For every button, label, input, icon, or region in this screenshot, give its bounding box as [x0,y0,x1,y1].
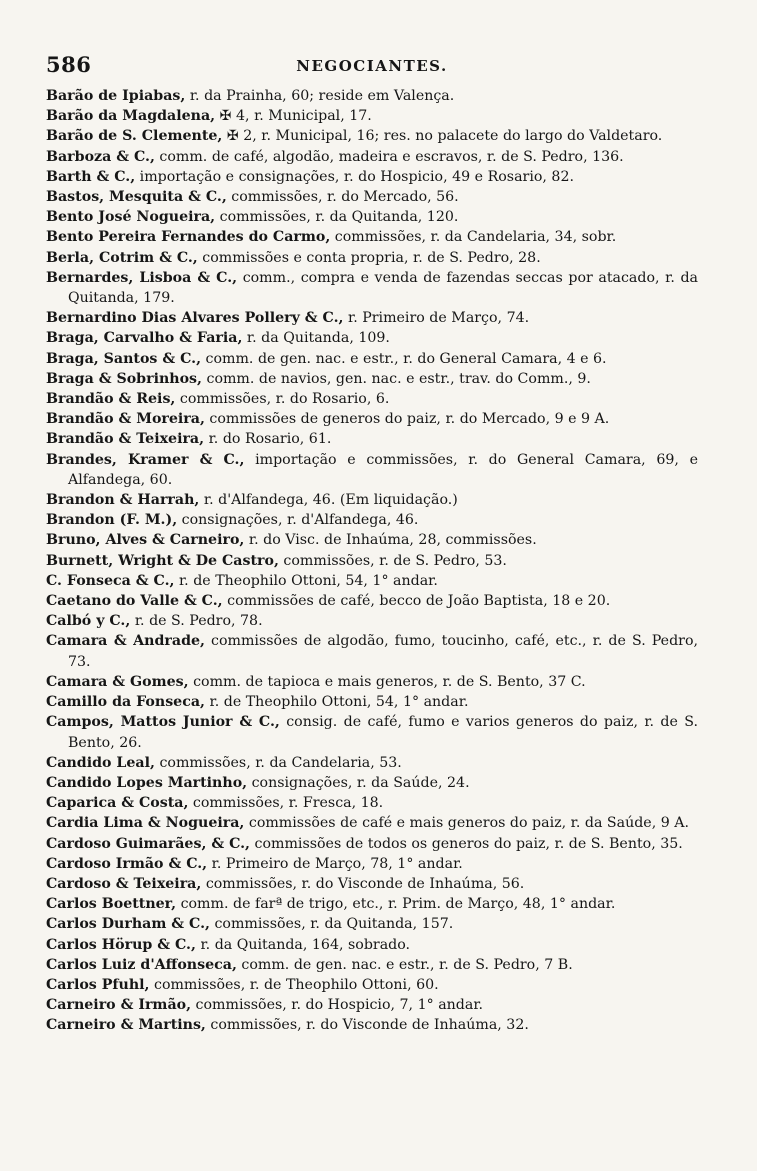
entry-name: Candido Lopes Martinho, [46,774,248,791]
entry-details: consignações, r. d'Alfandega, 46. [177,512,419,529]
list-item [46,349,698,369]
entry-name: Carlos Boettner, [46,896,177,913]
list-item [46,187,698,207]
entry-name: Carlos Pfuhl, [46,976,150,993]
entry-details: ✠ 4, r. Municipal, 17. [215,108,372,125]
entry-details: comm. de café, algodão, madeira e escravos, r. de S. Pedro, 136. [154,148,624,165]
entry-name: Barão da Magdalena, [46,108,216,125]
entry-details: commissões, r. Fresca, 18. [188,795,384,812]
entry-details: r. da Prainha, 60; reside em Valença. [185,88,455,104]
entry-details: comm. de navios, gen. nac. e estr., trav. do Comm., 9. [201,370,591,387]
list-item [46,894,698,914]
entry-name: C. Fonseca & C., [46,572,175,589]
entry-details: commissões de todos os generos do paiz, r. de S. Bento, 35. [250,835,683,852]
entry-name: Candido Leal, [46,754,155,771]
entry-details: commissões de algodão, fumo, toucinho, café, etc., r. de S. Pedro, 73. [68,633,698,670]
directory-page [46,52,698,1036]
entry-name: Braga & Sobrinhos, [46,370,202,387]
list-item [46,571,698,591]
entry-details: commissões, r. do Hospicio, 7, 1° andar. [191,997,484,1014]
entry-name: Brandon & Harrah, [46,492,200,509]
entry-details: r. da Quitanda, 164, sobrado. [195,936,411,953]
entry-name: Braga, Carvalho & Faria, [46,330,243,347]
entry-details: r. do Visc. de Inhaúma, 28, commissões. [244,532,537,549]
list-item [46,692,698,712]
entry-name: Cardia Lima & Nogueira, [46,815,245,832]
list-item [46,409,698,429]
entry-details: commissões, r. do Mercado, 56. [226,189,459,206]
entry-details: commissões, r. do Visconde de Inhaúma, 56. [201,875,525,892]
list-item [46,995,698,1015]
entry-name: Barth & C., [46,168,136,185]
entry-details: commissões, r. da Quitanda, 120. [215,209,459,226]
entry-details: commissões, r. do Rosario, 6. [175,391,390,408]
list-item [46,167,698,187]
entry-name: Barão de Ipiabas, [46,88,186,104]
list-item [46,450,698,490]
entry-name: Carlos Hörup & C., [46,936,196,953]
entry-name: Caetano do Valle & C., [46,593,223,610]
entry-name: Braga, Santos & C., [46,350,202,367]
list-item [46,369,698,389]
list-item [46,591,698,611]
entry-name: Cardoso & Teixeira, [46,875,202,892]
entry-name: Camillo da Fonseca, [46,694,205,711]
entry-name: Berla, Cotrim & C., [46,249,198,266]
entry-details: r. do Rosario, 61. [204,431,332,448]
entry-details: importação e commissões, r. do General Camara, 69, e Alfandega, 60. [68,451,698,488]
list-item [46,510,698,530]
list-item [46,813,698,833]
entry-name: Brandes, Kramer & C., [46,451,245,468]
entry-name: Bento José Nogueira, [46,209,216,226]
list-item [46,207,698,227]
entry-details: ✠ 2, r. Municipal, 16; res. no palacete do largo do Valdetaro. [222,128,663,145]
list-item [46,773,698,793]
list-item [46,429,698,449]
entry-name: Carneiro & Irmão, [46,997,192,1014]
entry-name: Carneiro & Martins, [46,1017,206,1034]
entry-details: r. de Theophilo Ottoni, 54, 1° andar. [174,572,438,589]
list-item [46,834,698,854]
running-title: NEGOCIANTES. [296,57,448,75]
entry-details: r. Primeiro de Março, 74. [343,310,530,327]
list-item [46,1015,698,1035]
entry-details: r. Primeiro de Março, 78, 1° andar. [207,855,463,872]
entry-name: Camara & Gomes, [46,673,189,690]
merchant-list [46,86,698,1036]
entry-details: comm. de farª de trigo, etc., r. Prim. de Março, 48, 1° andar. [176,896,616,913]
entry-name: Bernardino Dias Alvares Pollery & C., [46,310,344,327]
entry-details: comm. de gen. nac. e estr., r. de S. Pedro, 7 B. [236,956,573,973]
entry-details: comm. de tapioca e mais generos, r. de S. Bento, 37 C. [188,673,586,690]
entry-name: Barão de S. Clemente, [46,128,223,145]
list-item [46,328,698,348]
entry-name: Brandon (F. M.), [46,512,178,529]
list-item [46,793,698,813]
page-header [46,52,698,86]
list-item [46,914,698,934]
entry-name: Calbó y C., [46,613,131,630]
entry-details: commissões de café e mais generos do paiz, r. da Saúde, 9 A. [244,815,690,832]
list-item [46,955,698,975]
entry-details: r. de S. Pedro, 78. [130,613,263,630]
entry-details: commissões de café, becco de João Baptista, 18 e 20. [222,593,611,610]
entry-details: commissões, r. da Quitanda, 157. [209,916,454,933]
list-item [46,530,698,550]
list-item [46,147,698,167]
list-item [46,975,698,995]
list-item [46,227,698,247]
entry-name: Bastos, Mesquita & C., [46,189,227,206]
list-item [46,631,698,671]
entry-details: consig. de café, fumo e varios generos do paiz, r. de S. Bento, 26. [68,714,698,751]
entry-name: Brandão & Reis, [46,391,176,408]
list-item [46,490,698,510]
entry-name: Carlos Durham & C., [46,916,210,933]
entry-details: comm., compra e venda de fazendas seccas por atacado, r. da Quitanda, 179. [68,269,698,307]
entry-name: Cardoso Irmão & C., [46,855,208,872]
list-item [46,935,698,955]
page-number: 586 [46,52,92,77]
list-item [46,854,698,874]
list-item [46,308,698,328]
list-item [46,389,698,409]
entry-name: Carlos Luiz d'Affonseca, [46,956,237,973]
list-item [46,611,698,631]
entry-details: importação e consignações, r. do Hospicio, 49 e Rosario, 82. [135,168,574,185]
entry-details: r. d'Alfandega, 46. (Em liquidação.) [199,492,458,509]
list-item [46,248,698,268]
entry-details: commissões, r. de S. Pedro, 53. [278,552,507,569]
entry-details: commissões e conta propria, r. de S. Pedro, 28. [197,249,541,266]
list-item [46,126,698,146]
entry-name: Campos, Mattos Junior & C., [46,714,280,731]
entry-details: commissões, r. de Theophilo Ottoni, 60. [149,976,439,993]
entry-name: Brandão & Moreira, [46,411,205,428]
entry-details: commissões, r. do Visconde de Inhaúma, 32. [205,1017,529,1034]
entry-details: comm. de gen. nac. e estr., r. do General Camara, 4 e 6. [201,350,607,367]
list-item [46,268,698,308]
entry-name: Bento Pereira Fernandes do Carmo, [46,229,331,246]
entry-details: commissões de generos do paiz, r. do Mercado, 9 e 9 A. [204,411,610,428]
list-item [46,86,698,106]
entry-details: r. de Theophilo Ottoni, 54, 1° andar. [204,694,469,711]
entry-name: Brandão & Teixeira, [46,431,205,448]
entry-name: Barboza & C., [46,148,155,165]
entry-details: consignações, r. da Saúde, 24. [247,774,470,791]
list-item [46,753,698,773]
entry-name: Burnett, Wright & De Castro, [46,552,279,569]
list-item [46,712,698,752]
entry-details: r. da Quitanda, 109. [242,330,390,347]
list-item [46,106,698,126]
entry-name: Bruno, Alves & Carneiro, [46,532,245,549]
entry-details: commissões, r. da Candelaria, 34, sobr. [330,229,617,246]
entry-name: Bernardes, Lisboa & C., [46,269,238,286]
entry-name: Caparica & Costa, [46,795,189,812]
entry-details: commissões, r. da Candelaria, 53. [154,754,402,771]
list-item [46,672,698,692]
list-item [46,874,698,894]
list-item [46,551,698,571]
entry-name: Camara & Andrade, [46,633,205,650]
entry-name: Cardoso Guimarães, & C., [46,835,250,852]
